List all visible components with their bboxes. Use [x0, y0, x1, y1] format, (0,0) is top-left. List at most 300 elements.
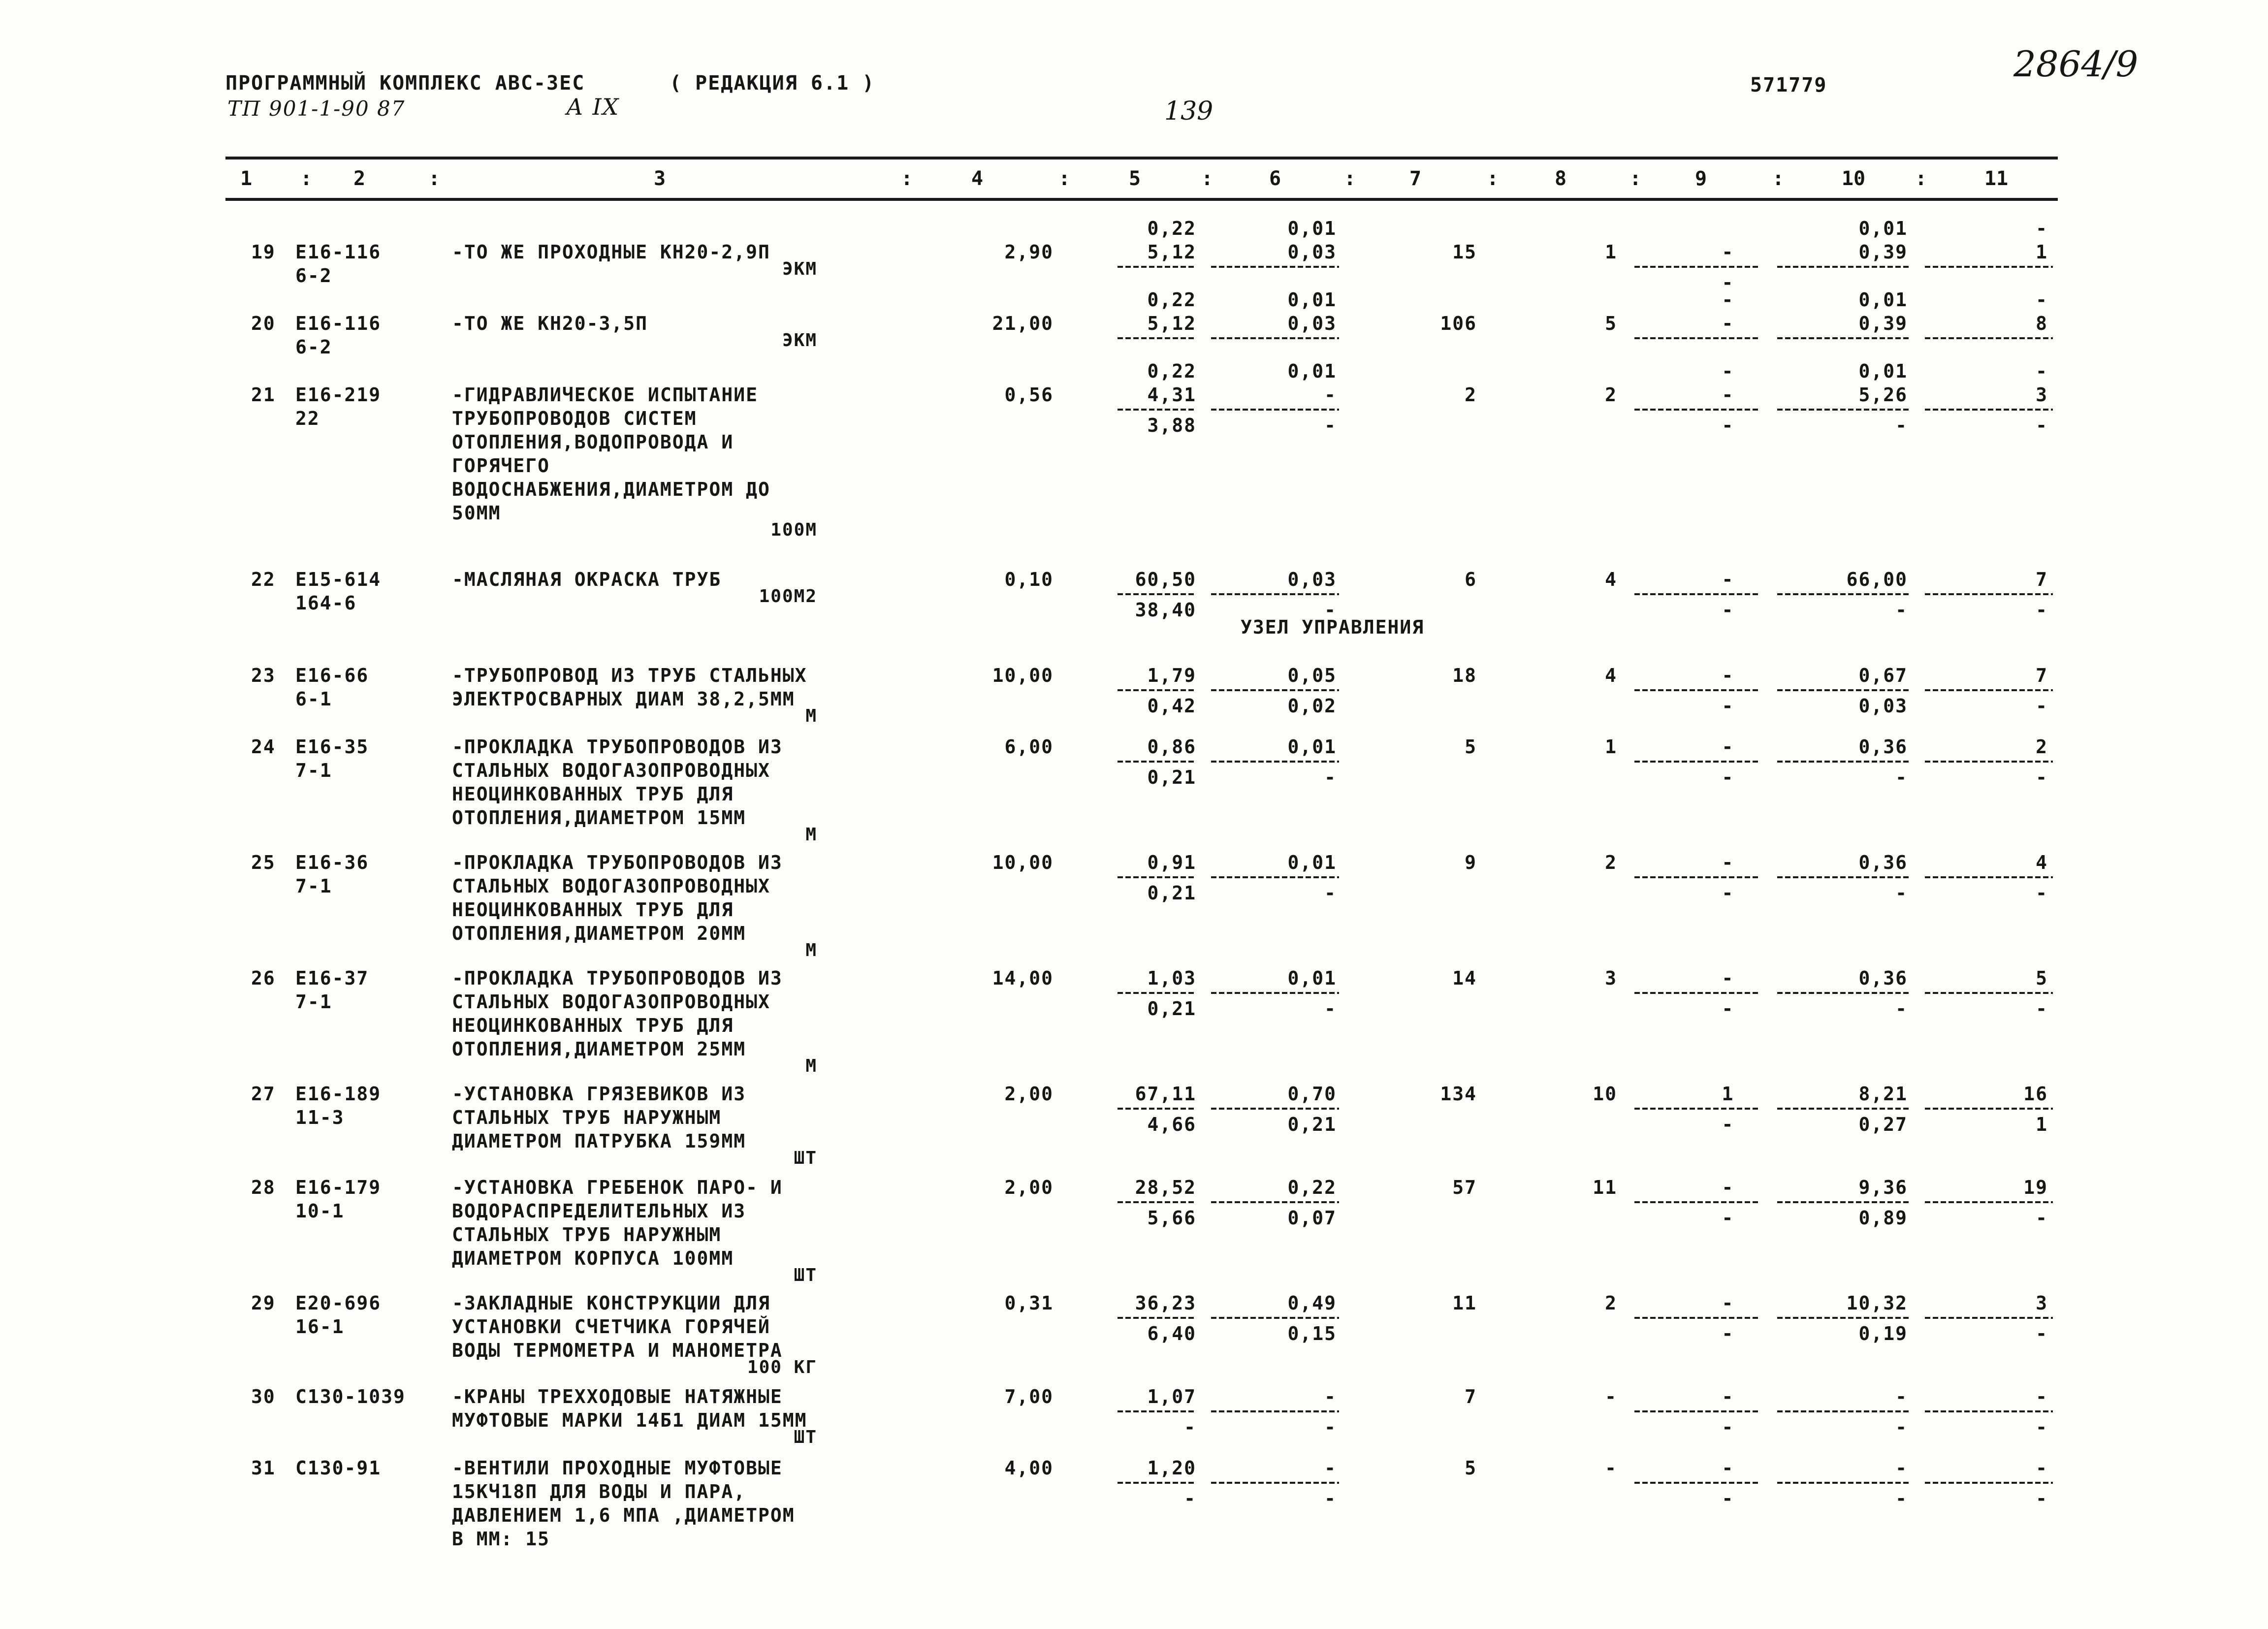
c9-value: -: [1722, 736, 1734, 758]
cell-divider: [1211, 1482, 1339, 1484]
cell-divider: [1118, 1482, 1196, 1484]
column-header-10: 10: [1841, 167, 1866, 190]
work-description-line: -МАСЛЯНАЯ ОКРАСКА ТРУБ: [452, 569, 722, 590]
c6-value: 0,01: [1287, 852, 1337, 873]
row-number: 19: [251, 241, 276, 263]
c10-value: 0,01: [1858, 289, 1908, 311]
c11-value: -: [2036, 360, 2048, 382]
cell-divider: [1118, 1201, 1196, 1203]
work-description-line: ОТОПЛЕНИЯ,ДИАМЕТРОМ 15ММ: [452, 807, 746, 829]
c5-value: 5,12: [1147, 241, 1196, 263]
c6-value: 0,21: [1287, 1114, 1337, 1135]
cell-divider: [1211, 1410, 1339, 1412]
col8-value: 5: [1605, 313, 1617, 334]
doc-code: ТП 901-1-90 87: [227, 96, 406, 121]
work-description-line: СТАЛЬНЫХ ВОДОГАЗОПРОВОДНЫХ: [452, 760, 770, 781]
c11-value: 2: [2036, 736, 2048, 758]
unit-of-measure: ЭКМ: [782, 330, 817, 351]
c5-value: 0,21: [1147, 882, 1196, 904]
norm-code: Е16-189: [295, 1083, 382, 1105]
c9-value: -: [1722, 289, 1734, 311]
c6-value: 0,03: [1287, 241, 1337, 263]
row-number: 21: [251, 384, 276, 406]
column-header-3: 3: [653, 167, 666, 190]
col7-value: 5: [1465, 1457, 1477, 1479]
column-header-6: 6: [1269, 167, 1281, 190]
cell-divider: [1211, 593, 1339, 595]
c11-value: 1: [2036, 241, 2048, 263]
c10-value: 0,01: [1858, 360, 1908, 382]
column-separator: :: [1487, 167, 1499, 190]
norm-subcode: 7-1: [295, 760, 332, 781]
col8-value: 1: [1605, 241, 1617, 263]
norm-code: Е16-66: [295, 665, 369, 686]
norm-subcode: 7-1: [295, 875, 332, 897]
col8-value: 4: [1605, 665, 1617, 686]
c9-value: -: [1722, 1457, 1734, 1479]
c5-value: 4,66: [1147, 1114, 1196, 1135]
cell-divider: [1925, 992, 2053, 994]
program-title: ПРОГРАММНЫЙ КОМПЛЕКС АВС-3ЕС: [225, 72, 585, 95]
cell-divider: [1118, 1317, 1196, 1319]
work-description-line: ОТОПЛЕНИЯ,ВОДОПРОВОДА И: [452, 431, 734, 453]
section-title: УЗЕЛ УПРАВЛЕНИЯ: [1241, 616, 1425, 638]
cell-divider: [1634, 1410, 1760, 1412]
c6-value: 0,05: [1287, 665, 1337, 686]
c10-value: 0,39: [1858, 313, 1908, 334]
cell-divider: [1211, 689, 1339, 691]
row-number: 25: [251, 852, 276, 873]
c6-value: -: [1324, 415, 1337, 436]
work-description-line: В ММ: 15: [452, 1528, 550, 1550]
column-header-9: 9: [1694, 167, 1707, 190]
cell-divider: [1118, 593, 1196, 595]
cell-divider: [1777, 337, 1910, 339]
col8-value: 10: [1593, 1083, 1617, 1105]
work-description-line: ЭЛЕКТРОСВАРНЫХ ДИАМ 38,2,5ММ: [452, 688, 795, 710]
column-header-2: 2: [353, 167, 366, 190]
c11-value: -: [2036, 1416, 2048, 1438]
c10-value: 0,36: [1858, 736, 1908, 758]
work-description-line: -ПРОКЛАДКА ТРУБОПРОВОДОВ ИЗ: [452, 852, 783, 873]
unit-of-measure: ЭКМ: [782, 259, 817, 279]
c10-value: 9,36: [1858, 1177, 1908, 1198]
c10-value: -: [1895, 1457, 1908, 1479]
cell-divider: [1211, 266, 1339, 268]
norm-code: Е20-696: [295, 1292, 382, 1314]
cell-divider: [1777, 593, 1910, 595]
column-separator: :: [1629, 167, 1642, 190]
corner-mark: 2864/9: [2013, 43, 2139, 85]
column-separator: :: [1201, 167, 1214, 190]
norm-code: Е16-179: [295, 1177, 382, 1198]
c10-value: 8,21: [1858, 1083, 1908, 1105]
c10-value: -: [1895, 1488, 1908, 1509]
cell-divider: [1211, 1317, 1339, 1319]
col7-value: 2: [1465, 384, 1477, 406]
cell-divider: [1925, 876, 2053, 878]
cell-divider: [1777, 1317, 1910, 1319]
c6-value: -: [1324, 998, 1337, 1020]
c10-value: 0,27: [1858, 1114, 1908, 1135]
cell-divider: [1211, 761, 1339, 763]
col7-value: 7: [1465, 1386, 1477, 1407]
cell-divider: [1211, 876, 1339, 878]
work-description-line: ДАВЛЕНИЕМ 1,6 МПА ,ДИАМЕТРОМ: [452, 1504, 795, 1526]
work-description-line: ОТОПЛЕНИЯ,ДИАМЕТРОМ 25ММ: [452, 1038, 746, 1060]
c5-value: 3,88: [1147, 415, 1196, 436]
work-description-line: НЕОЦИНКОВАННЫХ ТРУБ ДЛЯ: [452, 783, 734, 805]
c5-value: 0,91: [1147, 852, 1196, 873]
column-header-7: 7: [1409, 167, 1422, 190]
column-separator: :: [428, 167, 441, 190]
c9-value: -: [1722, 882, 1734, 904]
c11-value: 7: [2036, 665, 2048, 686]
c10-value: 5,26: [1858, 384, 1908, 406]
c6-value: -: [1324, 1488, 1337, 1509]
row-number: 24: [251, 736, 276, 758]
cell-divider: [1925, 593, 2053, 595]
col7-value: 11: [1452, 1292, 1477, 1314]
c5-value: 4,31: [1147, 384, 1196, 406]
c9-value: -: [1722, 1177, 1734, 1198]
cell-divider: [1777, 689, 1910, 691]
quantity: 4,00: [1004, 1457, 1054, 1479]
cell-divider: [1634, 1482, 1760, 1484]
c9-value: -: [1722, 313, 1734, 334]
column-header-11: 11: [1984, 167, 2009, 190]
c5-value: 0,22: [1147, 360, 1196, 382]
c11-value: 5: [2036, 967, 2048, 989]
c10-value: 10,32: [1846, 1292, 1908, 1314]
cell-divider: [1925, 266, 2053, 268]
cell-divider: [1634, 1201, 1760, 1203]
cell-divider: [1634, 593, 1760, 595]
row-number: 23: [251, 665, 276, 686]
unit-of-measure: ШТ: [794, 1265, 817, 1285]
c6-value: 0,01: [1287, 218, 1337, 239]
c6-value: -: [1324, 1416, 1337, 1438]
row-number: 30: [251, 1386, 276, 1407]
c10-value: 0,36: [1858, 852, 1908, 873]
c9-value: -: [1722, 1114, 1734, 1135]
c10-value: -: [1895, 882, 1908, 904]
c11-value: 16: [2023, 1083, 2048, 1105]
c9-value: -: [1722, 767, 1734, 788]
norm-subcode: 11-3: [295, 1107, 345, 1128]
c11-value: 8: [2036, 313, 2048, 334]
c10-value: 66,00: [1846, 569, 1908, 590]
col7-value: 106: [1440, 313, 1477, 334]
work-description-line: -УСТАНОВКА ГРЯЗЕВИКОВ ИЗ: [452, 1083, 746, 1105]
c9-value: -: [1722, 241, 1734, 263]
cell-divider: [1777, 876, 1910, 878]
c6-value: -: [1324, 1386, 1337, 1407]
work-description-line: ВОДОСНАБЖЕНИЯ,ДИАМЕТРОМ ДО: [452, 479, 770, 500]
c5-value: 0,22: [1147, 218, 1196, 239]
col7-value: 15: [1452, 241, 1477, 263]
unit-of-measure: 100М: [770, 520, 817, 540]
work-description-line: -ПРОКЛАДКА ТРУБОПРОВОДОВ ИЗ: [452, 967, 783, 989]
c5-value: 28,52: [1135, 1177, 1196, 1198]
c6-value: 0,07: [1287, 1207, 1337, 1229]
c6-value: -: [1324, 384, 1337, 406]
norm-code: Е16-36: [295, 852, 369, 873]
unit-of-measure: ШТ: [794, 1148, 817, 1168]
work-description-line: ДИАМЕТРОМ ПАТРУБКА 159ММ: [452, 1130, 746, 1152]
c6-value: 0,01: [1287, 736, 1337, 758]
col8-value: -: [1605, 1386, 1617, 1407]
c10-value: 0,03: [1858, 695, 1908, 717]
table-top-rule: [225, 157, 2058, 160]
c10-value: 0,36: [1858, 967, 1908, 989]
c5-value: 1,07: [1147, 1386, 1196, 1407]
c5-value: 0,21: [1147, 998, 1196, 1020]
c5-value: -: [1184, 1416, 1196, 1438]
c10-value: 0,67: [1858, 665, 1908, 686]
col7-value: 57: [1452, 1177, 1477, 1198]
norm-code: Е16-37: [295, 967, 369, 989]
document-number: 571779: [1750, 74, 1827, 96]
unit-of-measure: ШТ: [794, 1427, 817, 1447]
cell-divider: [1777, 761, 1910, 763]
c10-value: 0,89: [1858, 1207, 1908, 1229]
norm-subcode: 6-1: [295, 688, 332, 710]
quantity: 2,90: [1004, 241, 1054, 263]
cell-divider: [1925, 1410, 2053, 1412]
c11-value: -: [2036, 1323, 2048, 1344]
c9-value: -: [1722, 272, 1734, 293]
unit-of-measure: М: [805, 706, 817, 726]
unit-of-measure: М: [805, 1056, 817, 1076]
c5-value: 5,66: [1147, 1207, 1196, 1229]
c5-value: 67,11: [1135, 1083, 1196, 1105]
work-description-line: ДИАМЕТРОМ КОРПУСА 100ММ: [452, 1247, 734, 1269]
c6-value: -: [1324, 599, 1337, 621]
cell-divider: [1118, 337, 1196, 339]
cell-divider: [1925, 337, 2053, 339]
quantity: 0,10: [1004, 569, 1054, 590]
work-description-line: СТАЛЬНЫХ ТРУБ НАРУЖНЫМ: [452, 1224, 722, 1246]
cell-divider: [1211, 992, 1339, 994]
column-separator: :: [1772, 167, 1785, 190]
c5-value: 0,86: [1147, 736, 1196, 758]
c5-value: 36,23: [1135, 1292, 1196, 1314]
cell-divider: [1118, 1108, 1196, 1110]
row-number: 26: [251, 967, 276, 989]
c11-value: -: [2036, 767, 2048, 788]
c9-value: -: [1722, 1207, 1734, 1229]
norm-subcode: 164-6: [295, 592, 357, 614]
unit-of-measure: М: [805, 940, 817, 960]
quantity: 21,00: [992, 313, 1054, 334]
cell-divider: [1634, 409, 1760, 411]
col8-value: -: [1605, 1457, 1617, 1479]
work-description-line: -ВЕНТИЛИ ПРОХОДНЫЕ МУФТОВЫЕ: [452, 1457, 783, 1479]
unit-of-measure: 100М2: [759, 586, 817, 607]
col7-value: 5: [1465, 736, 1477, 758]
work-description-line: 15КЧ18П ДЛЯ ВОДЫ И ПАРА,: [452, 1481, 746, 1502]
c6-value: -: [1324, 767, 1337, 788]
c9-value: -: [1722, 1292, 1734, 1314]
c5-value: 6,40: [1147, 1323, 1196, 1344]
cell-divider: [1925, 761, 2053, 763]
cell-divider: [1634, 689, 1760, 691]
col7-value: 134: [1440, 1083, 1477, 1105]
table-header-rule: [225, 198, 2058, 201]
c9-value: -: [1722, 695, 1734, 717]
work-description-line: МУФТОВЫЕ МАРКИ 14Б1 ДИАМ 15ММ: [452, 1409, 807, 1431]
norm-subcode: 22: [295, 408, 320, 429]
col8-value: 2: [1605, 852, 1617, 873]
col7-value: 9: [1465, 852, 1477, 873]
c11-value: 19: [2023, 1177, 2048, 1198]
cell-divider: [1777, 266, 1910, 268]
work-description-line: -ГИДРАВЛИЧЕСКОЕ ИСПЫТАНИЕ: [452, 384, 758, 406]
norm-code: С130-91: [295, 1457, 382, 1479]
c11-value: 7: [2036, 569, 2048, 590]
c9-value: -: [1722, 360, 1734, 382]
cell-divider: [1777, 1482, 1910, 1484]
c5-value: 1,03: [1147, 967, 1196, 989]
quantity: 6,00: [1004, 736, 1054, 758]
c5-value: 1,20: [1147, 1457, 1196, 1479]
quantity: 10,00: [992, 852, 1054, 873]
c11-value: -: [2036, 289, 2048, 311]
norm-code: С130-1039: [295, 1386, 406, 1407]
c11-value: -: [2036, 218, 2048, 239]
column-separator: :: [1058, 167, 1071, 190]
c9-value: -: [1722, 1416, 1734, 1438]
c11-value: -: [2036, 599, 2048, 621]
c11-value: 3: [2036, 1292, 2048, 1314]
c10-value: 0,19: [1858, 1323, 1908, 1344]
cell-divider: [1634, 266, 1760, 268]
c5-value: 0,42: [1147, 695, 1196, 717]
row-number: 29: [251, 1292, 276, 1314]
c11-value: -: [2036, 1207, 2048, 1229]
row-number: 31: [251, 1457, 276, 1479]
work-description-line: ВОДОРАСПРЕДЕЛИТЕЛЬНЫХ ИЗ: [452, 1200, 746, 1222]
c5-value: 60,50: [1135, 569, 1196, 590]
norm-subcode: 6-2: [295, 336, 332, 358]
c10-value: -: [1895, 1416, 1908, 1438]
row-number: 28: [251, 1177, 276, 1198]
col7-value: 6: [1465, 569, 1477, 590]
edition-label: ( РЕДАКЦИЯ 6.1 ): [670, 72, 875, 95]
c10-value: -: [1895, 998, 1908, 1020]
column-header-5: 5: [1128, 167, 1141, 190]
cell-divider: [1211, 1201, 1339, 1203]
cell-divider: [1211, 1108, 1339, 1110]
unit-of-measure: М: [805, 825, 817, 845]
c6-value: 0,03: [1287, 569, 1337, 590]
cell-divider: [1634, 1317, 1760, 1319]
c6-value: 0,03: [1287, 313, 1337, 334]
c10-value: -: [1895, 767, 1908, 788]
c9-value: -: [1722, 415, 1734, 436]
c5-value: 0,21: [1147, 767, 1196, 788]
work-description-line: -ЗАКЛАДНЫЕ КОНСТРУКЦИИ ДЛЯ: [452, 1292, 770, 1314]
page-number: 139: [1164, 96, 1214, 126]
c6-value: 0,02: [1287, 695, 1337, 717]
cell-divider: [1777, 1201, 1910, 1203]
c9-value: -: [1722, 852, 1734, 873]
work-description-line: СТАЛЬНЫХ ВОДОГАЗОПРОВОДНЫХ: [452, 991, 770, 1013]
c6-value: 0,70: [1287, 1083, 1337, 1105]
c9-value: -: [1722, 599, 1734, 621]
cell-divider: [1777, 1410, 1910, 1412]
column-separator: :: [300, 167, 313, 190]
cell-divider: [1118, 689, 1196, 691]
work-description-line: -ТРУБОПРОВОД ИЗ ТРУБ СТАЛЬНЫХ: [452, 665, 807, 686]
norm-code: Е16-35: [295, 736, 369, 758]
quantity: 0,56: [1004, 384, 1054, 406]
cell-divider: [1118, 1410, 1196, 1412]
c6-value: 0,49: [1287, 1292, 1337, 1314]
row-number: 27: [251, 1083, 276, 1105]
cell-divider: [1118, 761, 1196, 763]
c5-value: 0,22: [1147, 289, 1196, 311]
quantity: 0,31: [1004, 1292, 1054, 1314]
c6-value: 0,01: [1287, 967, 1337, 989]
cell-divider: [1211, 337, 1339, 339]
cell-divider: [1211, 409, 1339, 411]
work-description-line: -ПРОКЛАДКА ТРУБОПРОВОДОВ ИЗ: [452, 736, 783, 758]
norm-subcode: 6-2: [295, 265, 332, 287]
c9-value: -: [1722, 998, 1734, 1020]
norm-code: Е16-116: [295, 241, 382, 263]
c5-value: 38,40: [1135, 599, 1196, 621]
work-description-line: УСТАНОВКИ СЧЕТЧИКА ГОРЯЧЕЙ: [452, 1316, 770, 1338]
column-separator: :: [1344, 167, 1356, 190]
norm-subcode: 10-1: [295, 1200, 345, 1222]
c11-value: -: [2036, 695, 2048, 717]
c11-value: 4: [2036, 852, 2048, 873]
work-description-line: ОТОПЛЕНИЯ,ДИАМЕТРОМ 20ММ: [452, 923, 746, 944]
col8-value: 1: [1605, 736, 1617, 758]
c11-value: -: [2036, 1488, 2048, 1509]
c10-value: -: [1895, 1386, 1908, 1407]
c11-value: 1: [2036, 1114, 2048, 1135]
c9-value: -: [1722, 665, 1734, 686]
c6-value: 0,22: [1287, 1177, 1337, 1198]
cell-divider: [1925, 409, 2053, 411]
col8-value: 2: [1605, 384, 1617, 406]
work-description-line: -УСТАНОВКА ГРЕБЕНОК ПАРО- И: [452, 1177, 783, 1198]
c6-value: 0,01: [1287, 289, 1337, 311]
cell-divider: [1118, 266, 1196, 268]
c5-value: 5,12: [1147, 313, 1196, 334]
c6-value: -: [1324, 882, 1337, 904]
quantity: 2,00: [1004, 1177, 1054, 1198]
c9-value: 1: [1722, 1083, 1734, 1105]
column-header-1: 1: [240, 167, 253, 190]
c10-value: -: [1895, 599, 1908, 621]
col8-value: 3: [1605, 967, 1617, 989]
work-description-line: СТАЛЬНЫХ ТРУБ НАРУЖНЫМ: [452, 1107, 722, 1128]
row-number: 22: [251, 569, 276, 590]
c9-value: -: [1722, 384, 1734, 406]
column-header-8: 8: [1554, 167, 1567, 190]
cell-divider: [1925, 1108, 2053, 1110]
work-description-line: -ТО ЖЕ КН20-3,5П: [452, 313, 648, 334]
quantity: 14,00: [992, 967, 1054, 989]
cell-divider: [1634, 761, 1760, 763]
cell-divider: [1118, 409, 1196, 411]
norm-subcode: 16-1: [295, 1316, 345, 1338]
norm-code: Е16-219: [295, 384, 382, 406]
